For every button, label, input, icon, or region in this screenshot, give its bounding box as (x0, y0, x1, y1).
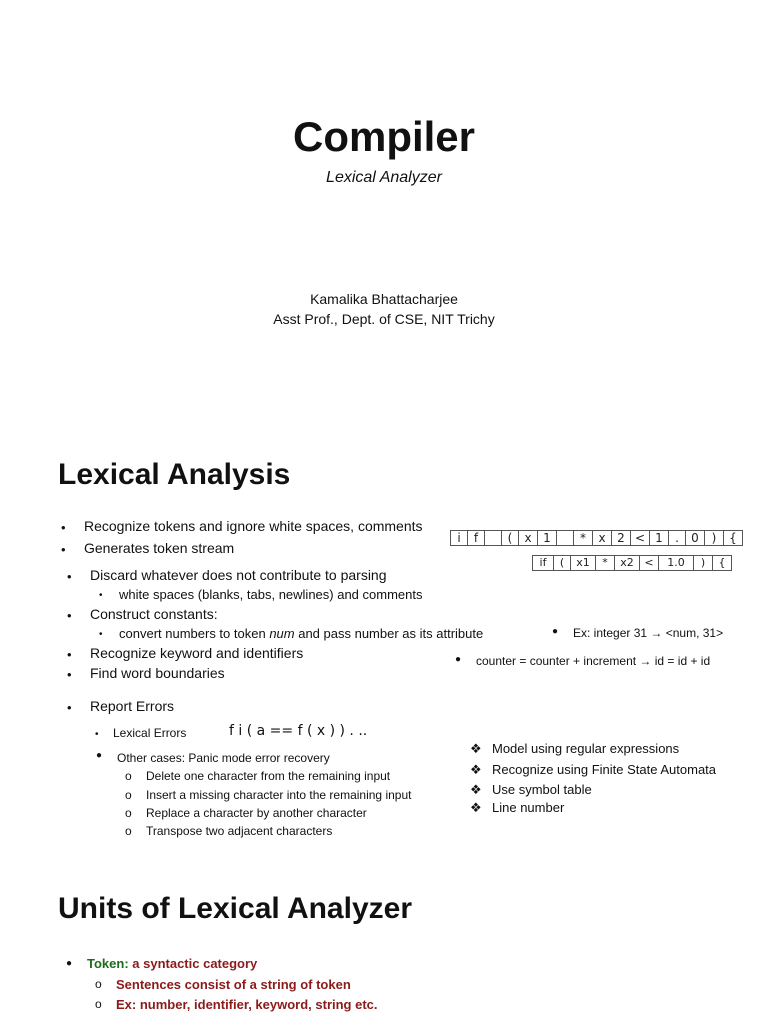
diamond-bullet-icon: ❖ (470, 741, 482, 756)
list-item: white spaces (blanks, tabs, newlines) and comments (119, 587, 423, 602)
char-cell: * (573, 530, 593, 546)
example-counter: counter = counter + increment → id = id + id (476, 654, 711, 668)
char-cell: < (630, 530, 650, 546)
list-item (87, 956, 257, 971)
list-item: Lexical Errors (113, 726, 187, 740)
text-run: and pass number as its attribute (294, 626, 484, 641)
error-example: f i ( a == f ( x ) ) . .. (229, 723, 368, 739)
bullet-icon: ● (96, 750, 103, 761)
char-cell: 2 (611, 530, 631, 546)
char-cell: 1 (537, 530, 557, 546)
bullet-icon: • (67, 700, 72, 715)
token-cell: 1.0 (658, 555, 694, 571)
bullet-icon: o (125, 788, 132, 802)
author-name: Kamalika Bhattacharjee (310, 291, 458, 307)
list-item: Sentences consist of a string of token (116, 977, 351, 992)
slide-title: Compiler (292, 113, 476, 160)
token-cell: if (532, 555, 554, 571)
token-cell: < (639, 555, 659, 571)
list-item: Delete one character from the remaining input (146, 769, 391, 783)
title-slide (0, 0, 768, 440)
char-cell: . (668, 530, 686, 546)
diamond-bullet-icon: ❖ (470, 800, 482, 815)
list-item: Construct constants: (90, 606, 218, 622)
char-cell: x (592, 530, 612, 546)
example-integer: Ex: integer 31 → <num, 31> (573, 626, 724, 640)
token-cell: x1 (570, 555, 596, 571)
list-item: Discard whatever does not contribute to parsing (90, 567, 387, 583)
bullet-icon: • (67, 667, 72, 682)
char-cell (484, 530, 502, 546)
bullet-icon: • (61, 542, 66, 557)
list-item: Other cases: Panic mode error recovery (117, 751, 330, 765)
list-item: Recognize using Finite State Automata (492, 762, 717, 777)
slide-subtitle: Lexical Analyzer (326, 169, 442, 186)
token-cell: * (595, 555, 615, 571)
bullet-icon: • (67, 608, 72, 623)
bullet-icon: • (95, 729, 99, 740)
token-cell: ) (693, 555, 713, 571)
bullet-icon: ● (455, 654, 462, 665)
list-item: Report Errors (90, 698, 175, 714)
token-stream (533, 555, 732, 571)
bullet-icon: o (125, 824, 132, 838)
list-item: Model using regular expressions (492, 741, 680, 756)
char-cell: ( (501, 530, 519, 546)
bullet-icon: ● (66, 958, 73, 969)
list-item: Replace a character by another character (146, 806, 367, 820)
list-item: Transpose two adjacent characters (146, 824, 333, 838)
units-slide (0, 860, 768, 1024)
token-desc: a syntactic category (128, 956, 258, 971)
list-item: Recognize tokens and ignore white spaces, comments (84, 518, 423, 534)
bullet-icon: ● (552, 626, 559, 637)
char-cell: x (518, 530, 538, 546)
text-run: num (269, 626, 295, 641)
bullet-icon: • (61, 520, 66, 535)
char-cell: i (450, 530, 468, 546)
bullet-icon: o (125, 806, 132, 820)
bullet-icon: • (99, 629, 103, 640)
list-item (119, 626, 483, 641)
token-cell: x2 (614, 555, 640, 571)
list-item: Recognize keyword and identifiers (90, 645, 304, 661)
author-affiliation: Asst Prof., Dept. of CSE, NIT Trichy (273, 311, 495, 327)
character-stream (451, 530, 743, 546)
list-item: Line number (492, 800, 565, 815)
char-cell: { (723, 530, 743, 546)
diamond-bullet-icon: ❖ (470, 762, 482, 777)
bullet-icon: • (67, 569, 72, 584)
author-block (0, 289, 768, 329)
char-cell: 0 (685, 530, 705, 546)
token-cell: { (712, 555, 732, 571)
bullet-icon: • (99, 590, 103, 601)
list-item: Generates token stream (84, 540, 235, 556)
char-cell: f (467, 530, 485, 546)
char-cell (556, 530, 574, 546)
bullet-icon: o (125, 769, 132, 783)
bullet-icon: • (67, 647, 72, 662)
list-item: Use symbol table (492, 782, 592, 797)
list-item: Insert a missing character into the remaining input (146, 788, 412, 802)
bullet-icon: o (95, 977, 102, 991)
token-cell: ( (553, 555, 571, 571)
list-item: Ex: number, identifier, keyword, string etc. (116, 997, 378, 1012)
bullet-icon: o (95, 997, 102, 1011)
lexical-analysis-slide (0, 440, 768, 860)
char-cell: 1 (649, 530, 669, 546)
list-item: Find word boundaries (90, 665, 225, 681)
token-label: Token: (87, 956, 129, 971)
char-cell: ) (704, 530, 724, 546)
slide-heading: Units of Lexical Analyzer (58, 892, 412, 925)
diamond-bullet-icon: ❖ (470, 782, 482, 797)
text-run: convert numbers to token (119, 626, 270, 641)
slide-heading: Lexical Analysis (58, 458, 291, 491)
